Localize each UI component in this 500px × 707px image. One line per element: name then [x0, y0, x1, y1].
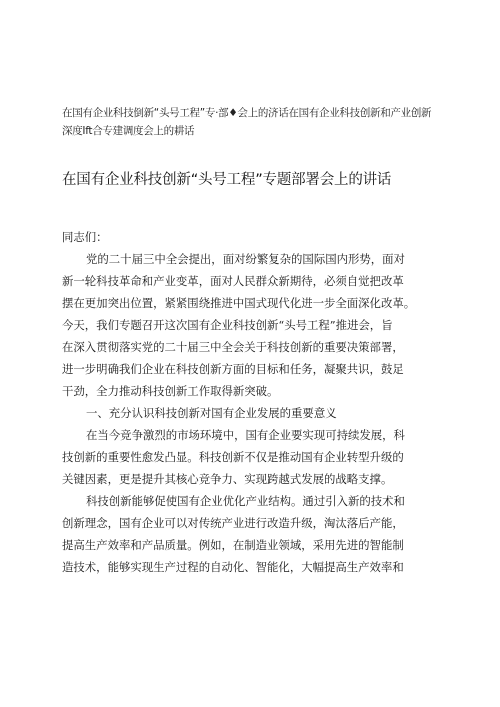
paragraph-line: 造技术，能够实现生产过程的自动化、智能化，大幅提高生产效率和 — [62, 560, 404, 574]
document-body — [62, 226, 442, 578]
paragraph-line: 在深入贯彻落实党的二十届三中全会关于科技创新的重要决策部署， — [62, 340, 404, 354]
paragraph-line: 提高生产效率和产品质量。例如，在制造业领域，采用先进的智能制 — [62, 538, 404, 552]
paragraph-line: 党的二十届三中全会提出，面对纷繁复杂的国际国内形势，面对 — [86, 252, 405, 266]
paragraph-line: 干劲，全力推动科技创新工作取得新突破。 — [62, 384, 279, 398]
file-title — [62, 104, 462, 140]
section-heading: 一、充分认识科技创新对国有企业发展的重要意义 — [86, 406, 337, 420]
paragraph-line: 在当今竞争激烈的市场环境中，国有企业要实现可持续发展，科 — [86, 428, 405, 442]
paragraph-line: 科技创新能够促使国有企业优化产业结构。通过引入新的技术和 — [86, 494, 405, 508]
paragraph-line: 关键因素，更是提升其核心竞争力、实现跨越式发展的战略支撑。 — [62, 472, 393, 486]
paragraph-line: 进一步明确我们企业在科技创新方面的目标和任务，凝聚共识，鼓足 — [62, 362, 404, 376]
paragraph-line: 创新理念，国有企业可以对传统产业进行改造升级，淘汰落后产能， — [62, 516, 404, 530]
document-title: 在国有企业科技创新“头号工程”专题部署会上的讲话 — [62, 172, 392, 188]
paragraph-line: 技创新的重要性愈发凸显。科技创新不仅是推动国有企业转型升级的 — [62, 450, 404, 464]
salutation: 同志们： — [62, 230, 108, 244]
file-title-line: 深度Ift合专建调度会上的耕话 — [62, 125, 195, 137]
paragraph-line: 新一轮科技革命和产业变革，面对人民群众新期待，必须自觉把改革 — [62, 274, 404, 288]
file-title-line: 在国有企业科技倒新“头号工程”专·部♦会上的济话在国有企业科技创新和产业创新 — [62, 107, 432, 119]
paragraph-line: 今天，我们专题召开这次国有企业科技创新“头号工程”推进会，旨 — [62, 318, 393, 332]
paragraph-line: 摆在更加突出位置，紧紧围绕推进中国式现代化进一步全面深化改革。 — [62, 296, 416, 310]
